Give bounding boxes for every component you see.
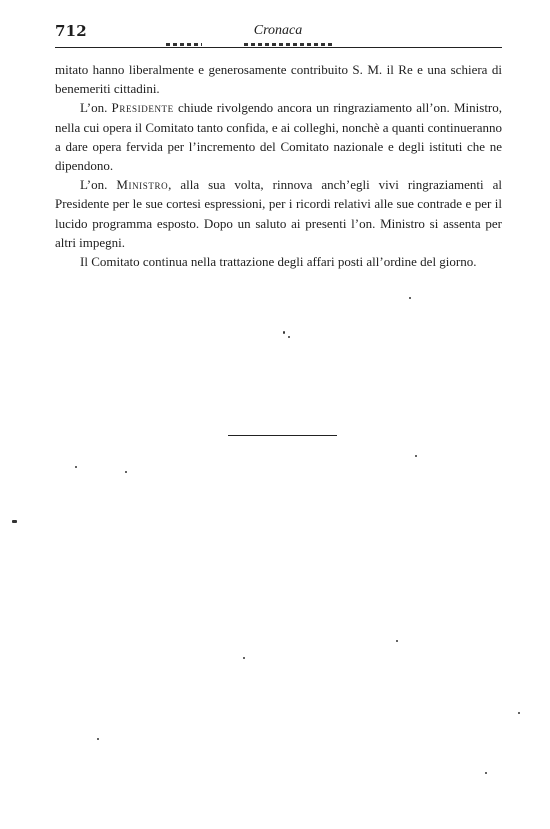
- print-speck: [396, 640, 398, 642]
- print-speck: [485, 772, 487, 774]
- speaker-name: Ministro: [116, 177, 169, 193]
- paragraph-4: [55, 252, 502, 271]
- paragraph-3: [55, 175, 502, 252]
- paragraph-text: chiude rivolgendo ancora un ringraziamento all’on. Ministro, nella cui opera il Comitato tanto confida, e ai colleghi, nonchè a quanti continueranno a dare opera fervida per l’incremento del Comitato nazionale e degli istituti che ne dipendono.: [55, 100, 503, 174]
- body-text: [55, 60, 502, 271]
- print-speck: [415, 455, 417, 457]
- speaker-name: Presidente: [111, 100, 174, 116]
- paragraph-2: [55, 98, 502, 175]
- header-rule: [55, 47, 502, 48]
- paragraph-text: Il Comitato continua nella trattazione degli affari posti all’ordine del giorno.: [80, 254, 477, 270]
- print-speck: [283, 331, 285, 334]
- paragraph-text: L’on.: [80, 177, 117, 193]
- print-speck: [409, 297, 411, 299]
- print-speck: [125, 471, 127, 473]
- print-speck: [243, 657, 245, 659]
- print-speck: [75, 466, 77, 468]
- print-noise: [166, 43, 202, 46]
- section-separator-rule: [228, 435, 337, 436]
- page-number: 712: [55, 22, 87, 40]
- running-head: Cronaca: [253, 23, 303, 38]
- print-speck: [12, 520, 17, 523]
- print-speck: [97, 738, 99, 740]
- print-speck: [288, 336, 290, 338]
- paragraph-text: L’on.: [80, 100, 112, 116]
- paragraph-text: , alla sua volta, rinnova anch’egli vivi ringraziamenti al Presidente per le sue cortesi espressioni, per i ricordi relativi alle sue contrade e per il lucido programma esposto. Dopo un saluto ai presenti l’on. Ministro si assenta per altri impegni.: [55, 177, 502, 250]
- paragraph-1: [55, 60, 502, 98]
- print-noise: [244, 43, 334, 46]
- print-speck: [518, 712, 520, 714]
- paragraph-text: mitato hanno liberalmente e generosamente contribuito S. M. il Re e una schiera di benemeriti cittadini.: [55, 62, 502, 97]
